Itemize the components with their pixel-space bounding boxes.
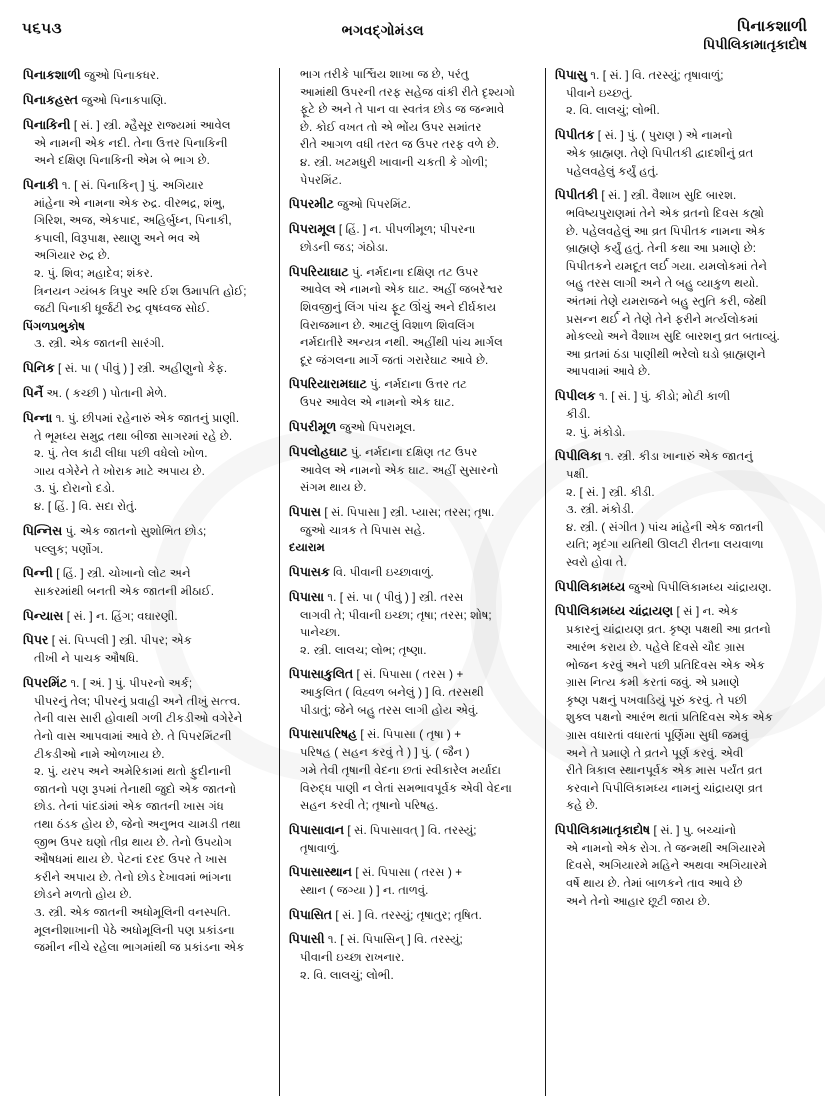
entry-sense-line: ૨. [ સં. ] સ્ત્રી. કીડી. (566, 485, 655, 499)
entry-headword: પિન્યાસ (23, 608, 64, 623)
entry-text-line: પીડાતું; જેને બહુ તરસ લાગી હોય એવું. (300, 703, 479, 717)
entry-headword: પિન્નિસ (23, 523, 63, 538)
dictionary-entry (289, 418, 536, 437)
entry-text-line: વિરાજમાન છે. આટલું વિશાળ શિવલિંગ (300, 318, 475, 332)
entry-text-line: પ્રકારનું ચાંદ્રાયણ વ્રત. કૃષ્ણ પક્ષથી આ વ્રતનો (566, 623, 771, 637)
entry-text-line: લાગવી તે; પીવાની ઇચ્છા; તૃષા; તરસ; શોષ; (300, 608, 492, 622)
entry-headword-line: પિપરિયાઘાટ પું. નર્મદાના દક્ષિણ તટ ઉપર (289, 264, 479, 279)
dictionary-entry (555, 447, 802, 572)
entry-headword: પિપાસુ (555, 68, 587, 82)
page-folio-number: ૫૬૫૩ (22, 20, 63, 37)
dictionary-entry (289, 263, 536, 370)
entry-headword-line: પિપરમિંટ ૧. [ અં. ] પું. પીપરનો અર્ક; (23, 675, 193, 690)
entry-verse-line: ત્રિનયન ગ્યંબક ત્રિપુર અરિ ઈશ ઉમાપતિ હોઈ; (34, 284, 247, 298)
entry-text-line: મૂલનીશાખાની પેઠે અધોમૂલિની પણ પ્રકાંડના (34, 923, 235, 937)
running-head (14, 18, 811, 64)
entry-sense-line: ૪. સ્ત્રી. ખટમધુરી ખાવાની ચકતી કે ગોળી; (300, 156, 488, 170)
dictionary-entry (289, 725, 536, 814)
entry-headword-line: પિપાસાપરિષહ [ સં. પિપાસા ( તૃષા ) + (289, 727, 462, 742)
entry-text-line: દિવસે, અગિયારમે મહિને અથવા અગિયારમે (566, 859, 768, 873)
entry-headword-line: પિન્યાસ [ સં. ] ન. હિંગ; વઘારણી. (23, 608, 178, 623)
dictionary-entry (289, 930, 536, 984)
dictionary-entry (555, 186, 802, 381)
entry-headword-line: પિપીલિકામધ્ય ચાંદ્રાયણ [ સં ] ન. એક (555, 604, 739, 619)
dictionary-entry (289, 863, 536, 899)
entry-text-line: રીતે આગળ વધી તરત જ ઉપર તરફ વળે છે. (300, 138, 500, 152)
entry-headword-line: પિનિક [ સં. પા ( પીવું ) ] સ્ત્રી. અહીણુનો કેફ. (23, 361, 228, 376)
entry-headword: પિનાકશાળી (23, 68, 81, 82)
entry-text-line: મોકલ્યો અને વૈશાખ સુદિ બારશનુ વ્રત બતાવ્યું. (566, 330, 780, 344)
entry-text-line: તેની વાસ સારી હોવાથી ગળી ટીકડીઓ વગેરેને (34, 712, 243, 726)
dictionary-entry (23, 384, 270, 403)
dictionary-entry (23, 564, 270, 600)
entry-text-line: આરંભ કરાય છે. પહેલે દિવસે ચૌદ ગ્રાસ (566, 640, 745, 654)
entry-sense-line: ૩. પું. દોરાનો દડો. (34, 482, 115, 496)
entry-headword: પિપરિયાઘાટ (289, 264, 349, 279)
entry-headword: પિપીલિકામધ્ય (555, 579, 626, 594)
entry-text-line: પક્ષી. (566, 467, 589, 481)
entry-text-line: તૃષાવાળું. (300, 841, 340, 855)
entry-text-line: પલ્લુક; પર્ણોગ. (34, 542, 104, 556)
entry-text-line: છોડને મળતો હોય છે. (34, 888, 132, 902)
entry-headword: પિપાસાસ્થાન (289, 865, 352, 880)
entry-text-line: માંહેના એ નામના એક રુદ્ર. વીરભદ્ર, શંભુ, (34, 196, 225, 210)
text-column-1 (14, 66, 279, 1096)
entry-headword-line: પિપર [ સં. પિપ્પલી ] સ્ત્રી. પીપર; એક (23, 633, 192, 648)
entry-sense-line: ૩. સ્ત્રી. મંકોડી. (566, 503, 634, 517)
text-column-3 (546, 66, 811, 1096)
entry-headword: પિપાસ (289, 504, 321, 519)
dictionary-entry (289, 563, 536, 582)
entry-text-line: ભાગ તરીકે પાર્શ્વિય શાખા જ છે, પરંતુ (300, 68, 469, 81)
entry-headword-line: પિપીલક ૧. [ સં. ] પું. કીડો; મોટી કાળી (555, 389, 731, 404)
entry-headword: પિપીલિકામધ્ય ચાંદ્રાયણ (555, 604, 674, 619)
entry-text-line: સ્થાન ( જગ્યા ) ] ન. તાળવું. (300, 884, 429, 898)
entry-text-line: સ્વરો હોવા તે. (566, 556, 627, 570)
entry-text-line: શુક્લ પક્ષનો આરંભ થતાં પ્રતિદિવસ એક એક (566, 711, 773, 725)
entry-headword: પિનિક (23, 361, 55, 376)
entry-text-line: શિવજીનું લિંગ પાંચ ફૂટ ઊંચું અને દીર્ઘકાય (300, 301, 497, 315)
text-column-2 (280, 66, 545, 1096)
dictionary-entry (23, 116, 270, 170)
entry-text-line: ગાય વગેરેને તે ખોરાક માટે અપાય છે. (34, 464, 205, 478)
entry-text-line: અંતમાં તેણે યમરાજને બહુ સ્તુતિ કરી, જેથી (566, 295, 767, 309)
entry-headword: પિપરમિંટ (23, 675, 68, 690)
entry-headword: પિપાસા (289, 589, 324, 604)
dictionary-entry (23, 522, 270, 558)
entry-headword: પિપીતકી (555, 188, 598, 203)
dictionary-entry (555, 66, 802, 120)
entry-headword-line: પિપાસ [ સં. પિપાસા ] સ્ત્રી. પ્યાસ; તરસ; તૃષા. (289, 504, 495, 519)
entry-text-line: યતિ; મૃદંગા યતિથી ઊલટી રીતના લયવાળા (566, 538, 764, 552)
entry-text-line: છે. કોઈ વખત તો એ ભોંય ઉપર સમાંતર (300, 120, 482, 134)
entry-headword: પિપરામૂલ (289, 222, 336, 237)
entry-text-line: દૂર જંગલના માર્ગે જતાં ગરારેઘાટ આવે છે. (300, 353, 489, 367)
dictionary-entry (23, 176, 270, 353)
entry-headword-line: પિપરમીટ જુઓ પિપરમિંટ. (289, 197, 411, 212)
entry-headword-line: પિન્નિસ પું. એક જાતનો સુશોભિત છોડ; (23, 523, 207, 538)
entry-text-line: તે ભૂમધ્ય સમુદ્ર તથા બીજા સાગરમાં રહે છે. (34, 429, 233, 443)
entry-headword-line: પિપાસક વિ. પીવાની ઇચ્છાવાળું. (289, 564, 434, 579)
entry-headword: પિપાસાકુલિત (289, 667, 354, 682)
entry-headword-line: પિપીલિકામધ્ય જુઓ પિપીલિકામધ્ય ચાંદ્રાયણ. (555, 579, 772, 594)
entry-text-line: આકુલિત ( વિહ્વળ બનેલું ) ] વિ. તરસથી (300, 686, 484, 700)
entry-headword-line: પિપીતકી [ સં. ] સ્ત્રી. વૈશાખ સુદિ બારશ. (555, 188, 737, 203)
entry-headword-line: પિન્ની [ હિં. ] સ્ત્રી. ચોખાનો લોટ અને (23, 566, 191, 581)
entry-headword: પિનાકી (23, 177, 59, 192)
entry-headword-line: પિપાસાવાન [ સં. પિપાસાવત્ ] વિ. તરસ્યું; (289, 822, 477, 837)
dictionary-entry (289, 443, 536, 497)
dictionary-entry (555, 821, 802, 910)
entry-text-line: અને તેનો આહાર છૂટી જાય છે. (566, 894, 711, 908)
entry-text-line: ગ્રાસ નિત્ય કમી કરતાં જવું. એ પ્રમાણે (566, 676, 740, 690)
entry-headword: પિન્ના (23, 410, 53, 425)
entry-sense-line: ૪. સ્ત્રી. ( સંગીત ) પાંચ માંહેની એક જાતની (566, 520, 764, 534)
entry-text-line: એ નામની એક નદી. તેના ઉત્તર પિનાકિની (34, 136, 228, 150)
dictionary-entry (23, 359, 270, 378)
entry-headword-line: પિપાસા ૧. [ સં. પા ( પીવું ) ] સ્ત્રી. તરસ (289, 589, 464, 604)
entry-headword: પિપરમીટ (289, 197, 334, 212)
entry-headword: પિન્ની (23, 566, 53, 581)
entry-text-line: પહેલવહેલું કર્યું હતું. (566, 164, 659, 178)
entry-sense-line: ૨. પું. મંકોડો. (566, 425, 626, 439)
dictionary-entry (289, 906, 536, 925)
entry-text-line: કીડી. (566, 407, 591, 421)
entry-headword-line: પિનાકિની [ સં. ] સ્ત્રી. મ્હૈસૂર રાજ્યમાં આવેલ (23, 117, 231, 132)
dictionary-entry (289, 195, 536, 214)
entry-text-line: જમીન નીચે રહેલા ભાગમાંથી જ પ્રકાંડના એક (34, 941, 245, 955)
entry-sense-line: ૨. સ્ત્રી. લાલચ; લોભ; તૃષ્ણા. (300, 643, 427, 657)
dictionary-entry (555, 126, 802, 180)
entry-headword-line: પિનૈં અ. ( કચ્છી ) પોતાની મેળે. (23, 385, 167, 400)
entry-headword-line: પિપરિયારામઘાટ પું. નર્મદાના ઉત્તર તટ (289, 377, 467, 392)
dictionary-entry (289, 821, 536, 857)
entry-text-line: કૃષ્ણ પક્ષનું પખવાડિયું પૂરું કરવું. તે પછી (566, 693, 748, 707)
book-title: ભગવદ્ગોમંડલ (341, 22, 424, 38)
entry-text-line: એ નામનો એક રોગ. તે જન્મથી અગિયારમે (566, 841, 766, 855)
entry-headword-line: પિપાસિત [ સં. ] વિ. તરસ્યું; તૃષાતુર; તૃષિત. (289, 907, 482, 922)
entry-text-line: આ વ્રતમાં ઠંડા પાણીથી ભરેલો ઘડો બ્રાહ્મણને (566, 347, 766, 361)
entry-text-line: છોડની જડ; ગંઠોડા. (300, 240, 389, 254)
dictionary-entry (289, 503, 536, 557)
entry-headword-line: પિપીલિકા ૧. સ્ત્રી. કીડા ખાનારું એક જાતનું (555, 449, 753, 464)
entry-text-line: અગિયાર રુદ્ર છે. (34, 249, 111, 263)
entry-text-line: જાતનો પણ રૂપમાં તેનાથી જુદો એક જાતનો (34, 782, 237, 796)
entry-text-line: સંગમ થાય છે. (300, 481, 367, 495)
entry-sense-line: ૨. વિ. લાલચું; લોભી. (566, 104, 660, 118)
entry-citation-source: દયારામ (289, 541, 325, 555)
entry-headword-line: પિનાકી ૧. [ સં. પિનાકિન્ ] પું. અગિયાર (23, 177, 204, 192)
entry-headword: પિપાસાવાન (289, 822, 344, 837)
entry-sense-line: ૨. પું. યરપ અને અમેરિકામાં થતો ફુદીનાની (34, 765, 232, 779)
entry-text-line: ફૂટે છે અને તે પાન વા સ્વતંત્ર છોડ જ જન્માવે (300, 103, 505, 117)
entry-headword: પિપાસક (289, 564, 330, 579)
entry-text-line: ગમે તેવી તૃષાની વેદના છતાં સ્વીકારેલ મર્યાદા (300, 763, 501, 777)
entry-headword: પિપર (23, 633, 49, 648)
entry-headword-line: પિપાસાકુલિત [ સં. પિપાસા ( તરસ ) + (289, 667, 464, 682)
entry-headword-line: પિનાકહસ્ત જુઓ પિનાકપાણિ. (23, 92, 167, 107)
entry-sense-line: ૪. [ હિં. ] વિ. સદા રોતું. (34, 500, 138, 514)
entry-text-line: એક બ્રાહ્મણ. તેણે પિપીતકી દ્વાદશીનું વ્રત (566, 146, 754, 160)
catchword-last: પિપીલિકામાતૃકાદોષ (703, 36, 807, 52)
entry-text-line: પાનેચ્છા. (300, 626, 341, 640)
entry-sense-line: ૩. સ્ત્રી. એક જાતની સારંગી. (34, 337, 165, 351)
dictionary-entry (289, 375, 536, 411)
entry-headword-line: પિપાસુ ૧. [ સં. ] વિ. તરસ્યું; તૃષાવાળું; (555, 68, 724, 82)
entry-verse-line: જુઓ ચાત્રક તે પિપાસ સહે. (300, 523, 426, 537)
entry-headword: પિનાકિની (23, 117, 71, 132)
dictionary-entry (289, 665, 536, 719)
entry-text-line: ગિરિશ, અજ, એકપાદ, અહિર્બુધ્ન, પિનાકી, (34, 214, 232, 228)
entry-text-line: ભવિષ્યપુરાણમાં તેને એક વ્રતનો દિવસ કહ્યો (566, 206, 765, 220)
entry-text-line: તીખી ને પાચક ઔષધિ. (34, 652, 139, 666)
entry-headword-line: પિન્ના ૧. પું. છીપમાં રહેનારું એક જાતનું પ્રાણી. (23, 410, 240, 425)
entry-headword: પિપાસિત (289, 907, 332, 922)
entry-text-line: કપાલી, વિરૂપાક્ષ, સ્થાણુ અને ભવ એ (34, 231, 201, 245)
entry-headword: પિપીલક (555, 389, 596, 404)
entry-citation-source: પિંગળપ્રભુકોષ (23, 319, 86, 333)
entry-headword: પિપીતક (555, 128, 595, 143)
column-container (14, 66, 811, 1096)
entry-text-line: બહુ તરસ લાગી અને તે બહુ વ્યાકુળ થયો. (566, 277, 759, 291)
dictionary-entry (289, 66, 536, 189)
entry-headword: પિનૈં (23, 385, 44, 400)
entry-text-line: તથા ઠંડક હોય છે, જેનો અનુભવ ચામડી તથા (34, 817, 241, 831)
entry-text-line: તેનો વાસ આપવામાં આવે છે. તે પિપરમિંટની (34, 729, 232, 743)
entry-headword-line: પિપીતક [ સં. ] પું. ( પુરાણ ) એ નામનો (555, 128, 733, 143)
entry-text-line: પીપરનું તેલ; પીપરનું પ્રવાહી અને તીખું સત્ત્વ. (34, 694, 241, 708)
entry-sense-line: ૨. પું. શિવ; મહાદેવ; શંકર. (34, 267, 153, 281)
entry-text-line: પિપીતકને યમદૂત લર્ઈ ગયા. યમલોકમાં તેને (566, 259, 768, 273)
entry-headword: પિપીલિકામાતૃકાદોષ (555, 823, 651, 838)
entry-text-line: પેપરમિંટ. (300, 173, 342, 187)
dictionary-entry (23, 91, 270, 110)
dictionary-entry (23, 409, 270, 516)
entry-headword: પિપરિયારામઘાટ (289, 377, 367, 392)
entry-sense-line: ૨. વિ. લાલચું; લોભી. (300, 968, 394, 982)
entry-text-line: અને તે પ્રમાણે તે વ્રતને પૂર્ણ કરવું. એવી (566, 746, 744, 760)
entry-text-line: રીતે ત્રિકાલ સ્થાનપૂર્વક એક માસ પર્યંત વ્રત (566, 764, 763, 778)
entry-headword: પિપરીમૂળ (289, 419, 337, 434)
entry-verse-line: જટી પિનાકી ધૂર્જટી રુદ્ર વૃષધ્વજ સોઈ. (34, 302, 210, 316)
entry-text-line: નર્મદાતીરે અન્યત્ર નથી. અહીંથી પાંચ માર્ગલ (300, 336, 503, 350)
entry-headword-line: પિપાસી ૧. [ સં. પિપાસિન્ ] વિ. તરસ્યું; (289, 932, 463, 947)
entry-text-line: કરીને અપાય છે. તેનો છોડ દેખાવમાં ભાંગના (34, 870, 232, 884)
entry-text-line: પરિષહ ( સહન કરવું તે ) ] પું. ( જૈન ) (300, 746, 470, 760)
dictionary-entry (555, 578, 802, 597)
entry-text-line: છોડ. તેનાં પાંદડાંમાં એક જાતની ખાસ ગંધ (34, 800, 224, 814)
entry-headword: પિપાસાપરિષહ (289, 727, 357, 742)
entry-headword: પિપાસી (289, 932, 325, 947)
entry-text-line: આપવામાં આવે છે. (566, 365, 651, 379)
entry-text-line: આમાંથી ઉપરની તરફ સહેજ વાંકી રીતે દૃશ્યગો (300, 85, 515, 99)
entry-text-line: સહન કરવી તે; તૃષાનો પરિષહ. (300, 799, 439, 813)
entry-text-line: સાકરમાંથી બનતી એક જાતની મીઠાઈ. (34, 584, 214, 598)
entry-text-line: પીવાની ઇચ્છા રાખનાર. (300, 951, 405, 965)
dictionary-entry (289, 220, 536, 256)
dictionary-entry (555, 387, 802, 441)
entry-text-line: ભોજન કરવું અને પછી પ્રતિદિવસ એક એક (566, 658, 765, 672)
dictionary-entry (23, 674, 270, 957)
dictionary-entry (23, 631, 270, 667)
entry-headword-line: પિપલોહઘાટ પું. નર્મદાના દક્ષિણ તટ ઉપર (289, 444, 478, 459)
entry-text-line: જીભ ઉપર ઘણો તીવ્ર થાય છે. તેનો ઉપયોગ (34, 835, 232, 849)
entry-headword-line: પિપરામૂલ [ હિં. ] ન. પીપળીમૂળ; પીપરના (289, 222, 476, 237)
entry-text-line: બ્રાહ્મણે કર્યું હતું. તેની કથા આ પ્રમાણે છે: (566, 242, 756, 256)
entry-headword: પિપીલિકા (555, 449, 602, 464)
dictionary-entry (555, 602, 802, 815)
running-head-catchwords (703, 18, 811, 54)
entry-text-line: છે. પહેલવહેલું આ વ્રત પિપીતક નામના એક (566, 224, 766, 238)
entry-text-line: ઉપર આવેલ એ નામનો એક ઘાટ. (300, 396, 455, 410)
entry-headword-line: પિપરીમૂળ જુઓ પિપરામૂલ. (289, 419, 416, 434)
entry-text-line: આવેલ એ નામનો એક ઘાટ. અહીં સુસારનો (300, 463, 499, 477)
entry-headword-line: પિપીલિકામાતૃકાદોષ [ સં. ] પુ. બચ્ચાંનો (555, 823, 737, 838)
entry-sense-line: ૩. સ્ત્રી. એક જાતની અધોમૂલિની વનસ્પતિ. (34, 906, 231, 920)
entry-sense-line: ૨. પું. તેલ કાઢી લીધા પછી વધેલો ખોળ. (34, 447, 208, 461)
dictionary-entry (23, 66, 270, 85)
entry-text-line: વિરુદ્ધ પાણી ન લેતાં સમભાવપૂર્વક એવી વેદના (300, 781, 512, 795)
entry-text-line: પીવાને ઇચ્છતું. (566, 86, 633, 100)
entry-headword: પિનાકહસ્ત (23, 92, 79, 107)
entry-text-line: કરવાને પિપીલિકામધ્ય નામનું ચાંદ્રાયણ વ્રત (566, 781, 763, 795)
entry-text-line: પ્રસન્ન થર્ઈ ને તેણે તેને ફરીને મર્ત્યલોકમાં (566, 312, 759, 326)
entry-text-line: ગ્રાસ વધારતાં વધારતાં પૂર્ણિમા સુધી જમવું (566, 728, 749, 742)
entry-text-line: ઔષધમાં થાય છે. પેટનાં દરદ ઉપર તે ખાસ (34, 853, 228, 867)
entry-headword-line: પિપાસાસ્થાન [ સં. પિપાસા ( તરસ ) + (289, 865, 462, 880)
entry-text-line: કહે છે. (566, 799, 599, 813)
catchword-first: પિનાકશાળી (737, 18, 807, 35)
entry-text-line: વર્ષે થાય છે. તેમાં બાળકને તાવ આવે છે (566, 877, 743, 891)
entry-text-line: આવેલ એ નામનો એક ઘાટ. અહીં જબરેશ્વર (300, 283, 503, 297)
entry-text-line: ટીકડીઓ નામે ઓળખાય છે. (34, 747, 165, 761)
entry-text-line: અને દક્ષિણ પિનાકિની એમ બે ભાગ છે. (34, 154, 210, 168)
entry-headword: પિપલોહઘાટ (289, 444, 348, 459)
dictionary-entry (23, 607, 270, 626)
entry-headword-line: પિનાકશાળી જુઓ પિનાકધર. (23, 68, 160, 82)
dictionary-entry (289, 588, 536, 660)
